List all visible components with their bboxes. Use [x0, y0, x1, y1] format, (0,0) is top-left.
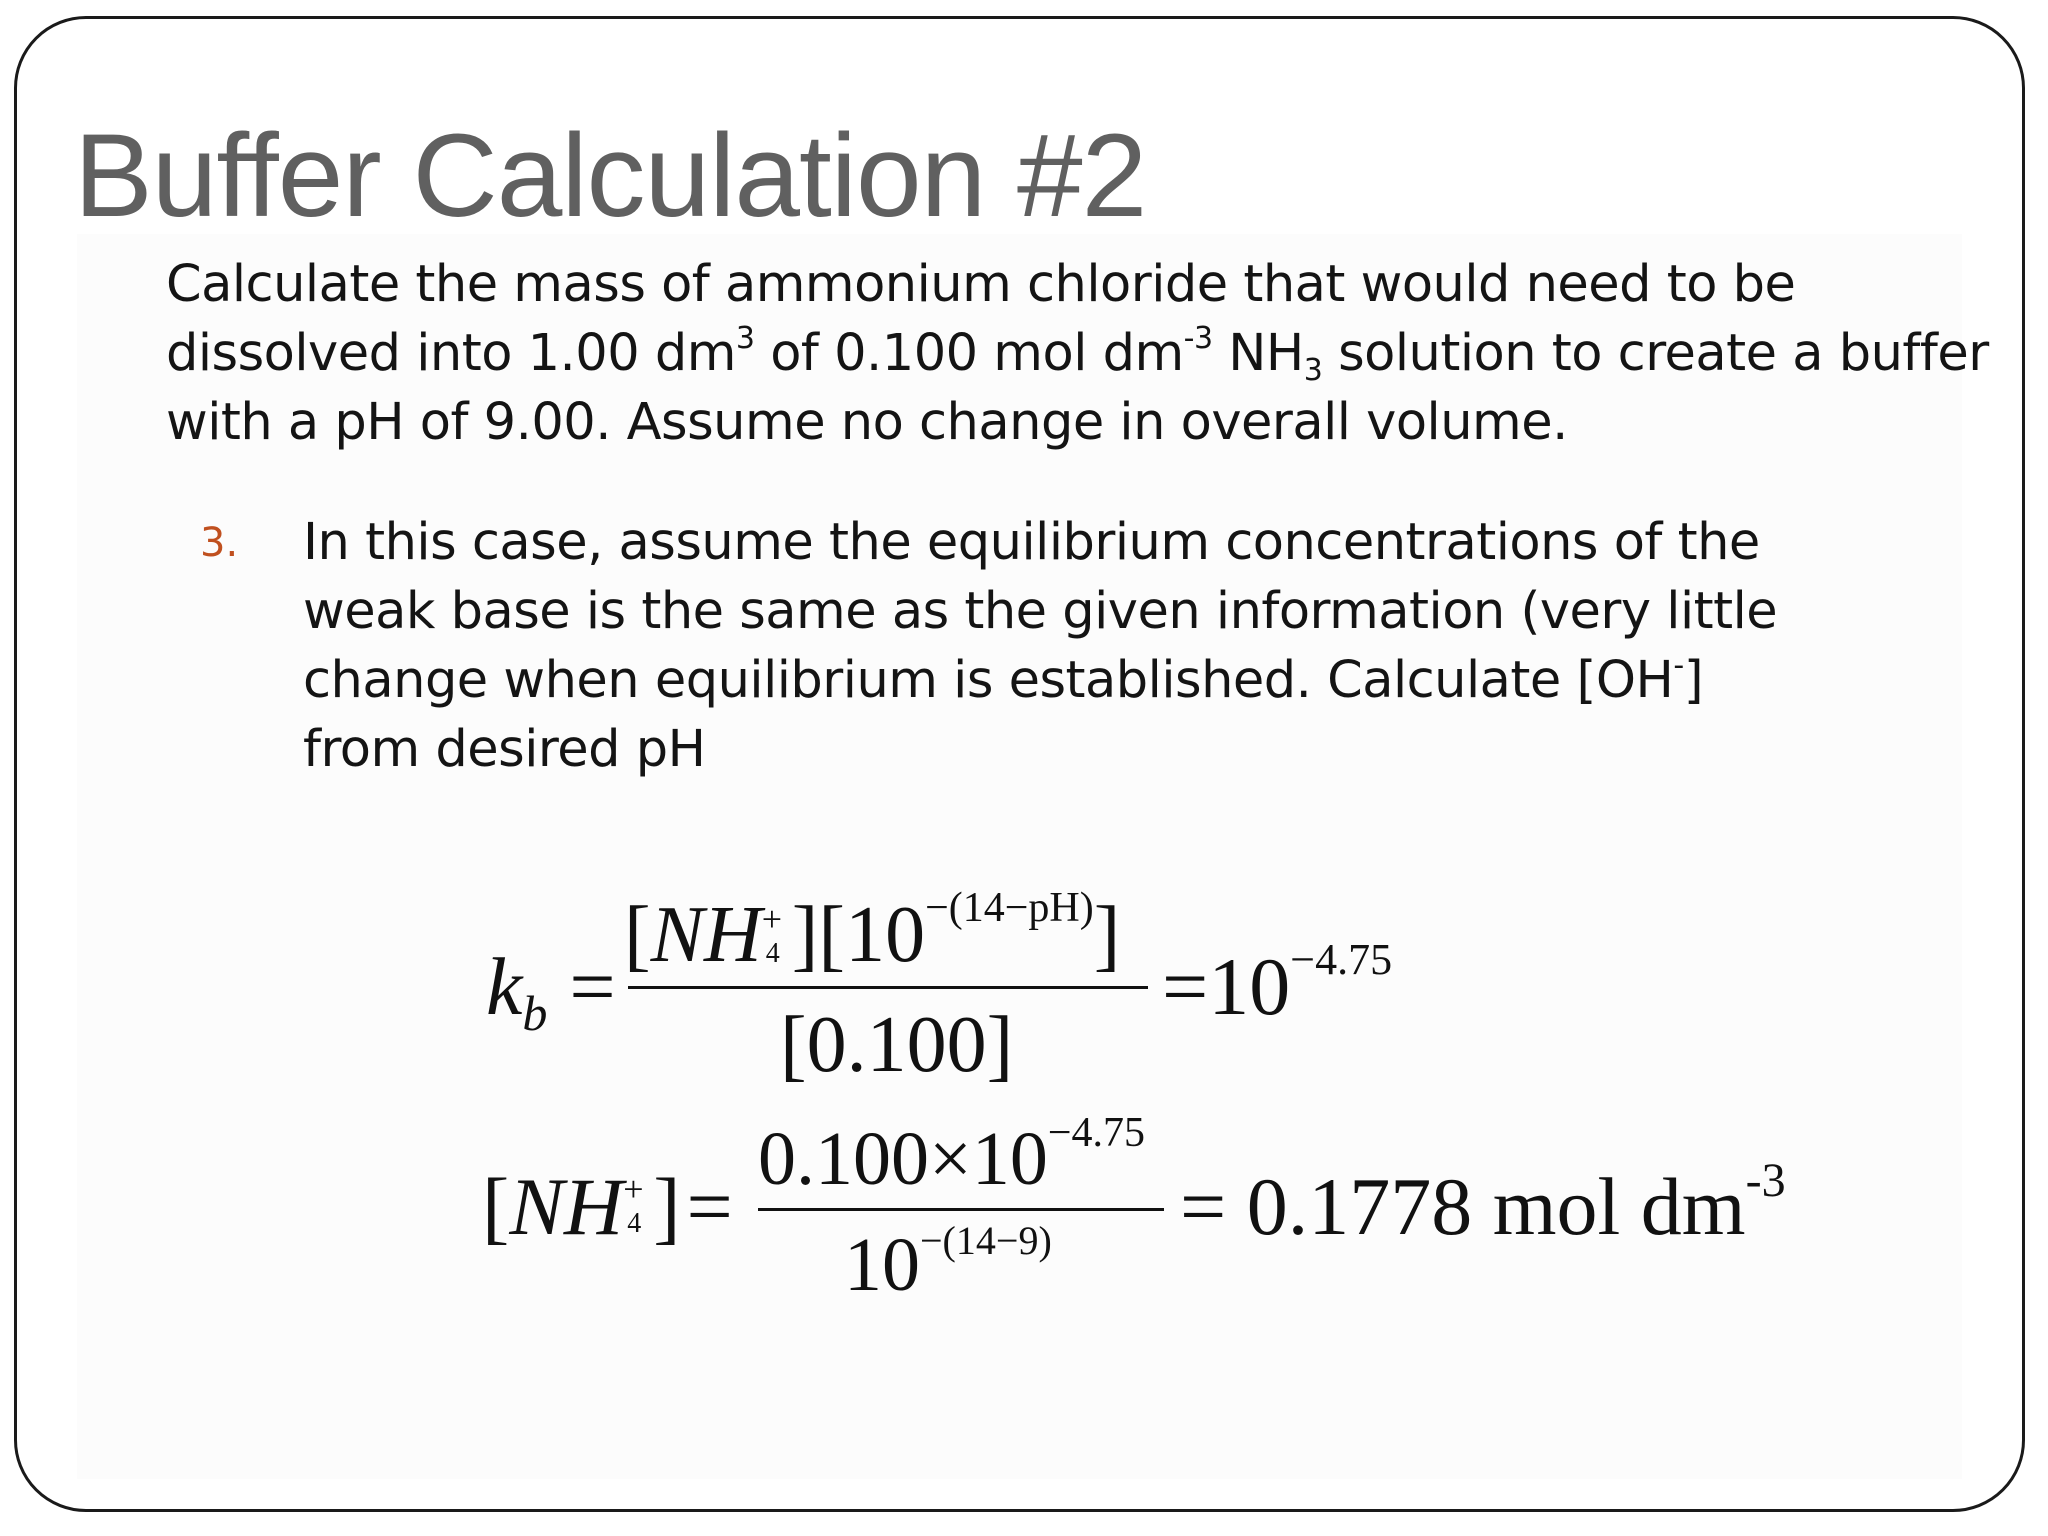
eq2-ion-sup: +: [623, 1169, 644, 1209]
eq1-ion-charge: [762, 890, 792, 970]
equation-2-rhs: [1180, 1154, 1786, 1254]
problem-line-1: Calculate the mass of ammonium chloride that would need to be: [166, 255, 1796, 314]
equation-2-lhs: [482, 1160, 733, 1254]
eq2-ion-charge: [623, 1160, 653, 1240]
eq1-rhs-exponent: −4.75: [1290, 935, 1393, 984]
eq1-ion: NH: [650, 891, 762, 979]
problem-line-2c: NH: [1212, 324, 1304, 383]
eq1-num-mid: ][10: [791, 891, 926, 979]
eq2-open-bracket: [: [482, 1161, 510, 1252]
equation-1-equals: =: [569, 941, 616, 1032]
equation-1-numerator: [624, 885, 1121, 981]
equation-1-rhs: [1162, 935, 1393, 1034]
step-number: 3.: [200, 520, 239, 566]
eq2-close-bracket: ]: [653, 1161, 681, 1252]
eq2-rhs-value: = 0.1778 mol dm: [1180, 1161, 1746, 1252]
equation-1-denominator: [0.100]: [780, 1001, 1014, 1089]
equation-2-denominator: [844, 1218, 1052, 1309]
eq1-rhs-base: =10: [1162, 941, 1291, 1032]
problem-statement: [166, 250, 2026, 457]
problem-sup-2: -3: [1183, 321, 1213, 356]
equation-2-numerator: [758, 1110, 1146, 1203]
slide-title: Buffer Calculation #2: [74, 110, 1147, 242]
eq2-ion-sub: 4: [627, 1208, 642, 1239]
eq2-den-base: 10: [844, 1223, 920, 1307]
eq2-ion: NH: [509, 1161, 624, 1252]
kb-subscript: b: [522, 985, 548, 1041]
eq1-ion-sup: +: [761, 899, 783, 939]
problem-line-2b: of 0.100 mol dm: [754, 324, 1184, 383]
step-line-3b: ]: [1683, 651, 1704, 710]
eq2-num-base: 0.100×10: [758, 1117, 1048, 1201]
equation-2-fraction-bar: [758, 1208, 1164, 1211]
equation-1-lhs: [486, 940, 616, 1041]
eq1-ion-sub: 4: [765, 938, 780, 969]
eq2-rhs-exponent: -3: [1745, 1154, 1786, 1207]
step-line-2: weak base is the same as the given information (very little: [303, 582, 1778, 641]
equation-1-fraction-bar: [628, 986, 1148, 989]
problem-sup-1: 3: [735, 321, 755, 356]
eq1-num-exponent: −(14−pH): [925, 885, 1094, 931]
step-text: [303, 508, 1803, 784]
eq1-open-bracket: [: [624, 891, 651, 979]
step-sup: -: [1673, 648, 1684, 683]
problem-line-2d: solution to create a buffer: [1322, 324, 1989, 383]
step-line-3a: change when equilibrium is established. Calculate [OH: [303, 651, 1674, 710]
step-line-4: from desired pH: [303, 720, 706, 779]
eq1-close-bracket: ]: [1093, 891, 1121, 979]
problem-sub: 3: [1303, 353, 1323, 388]
step-line-1: In this case, assume the equilibrium concentrations of the: [303, 513, 1760, 572]
equation-2-equals: =: [686, 1161, 733, 1252]
problem-line-3: with a pH of 9.00. Assume no change in overall volume.: [166, 393, 1568, 452]
eq2-num-exponent: −4.75: [1047, 1110, 1146, 1156]
eq2-den-exponent: −(14−9): [920, 1218, 1052, 1263]
problem-line-2a: dissolved into 1.00 dm: [166, 324, 736, 383]
kb-variable: k: [486, 941, 523, 1032]
